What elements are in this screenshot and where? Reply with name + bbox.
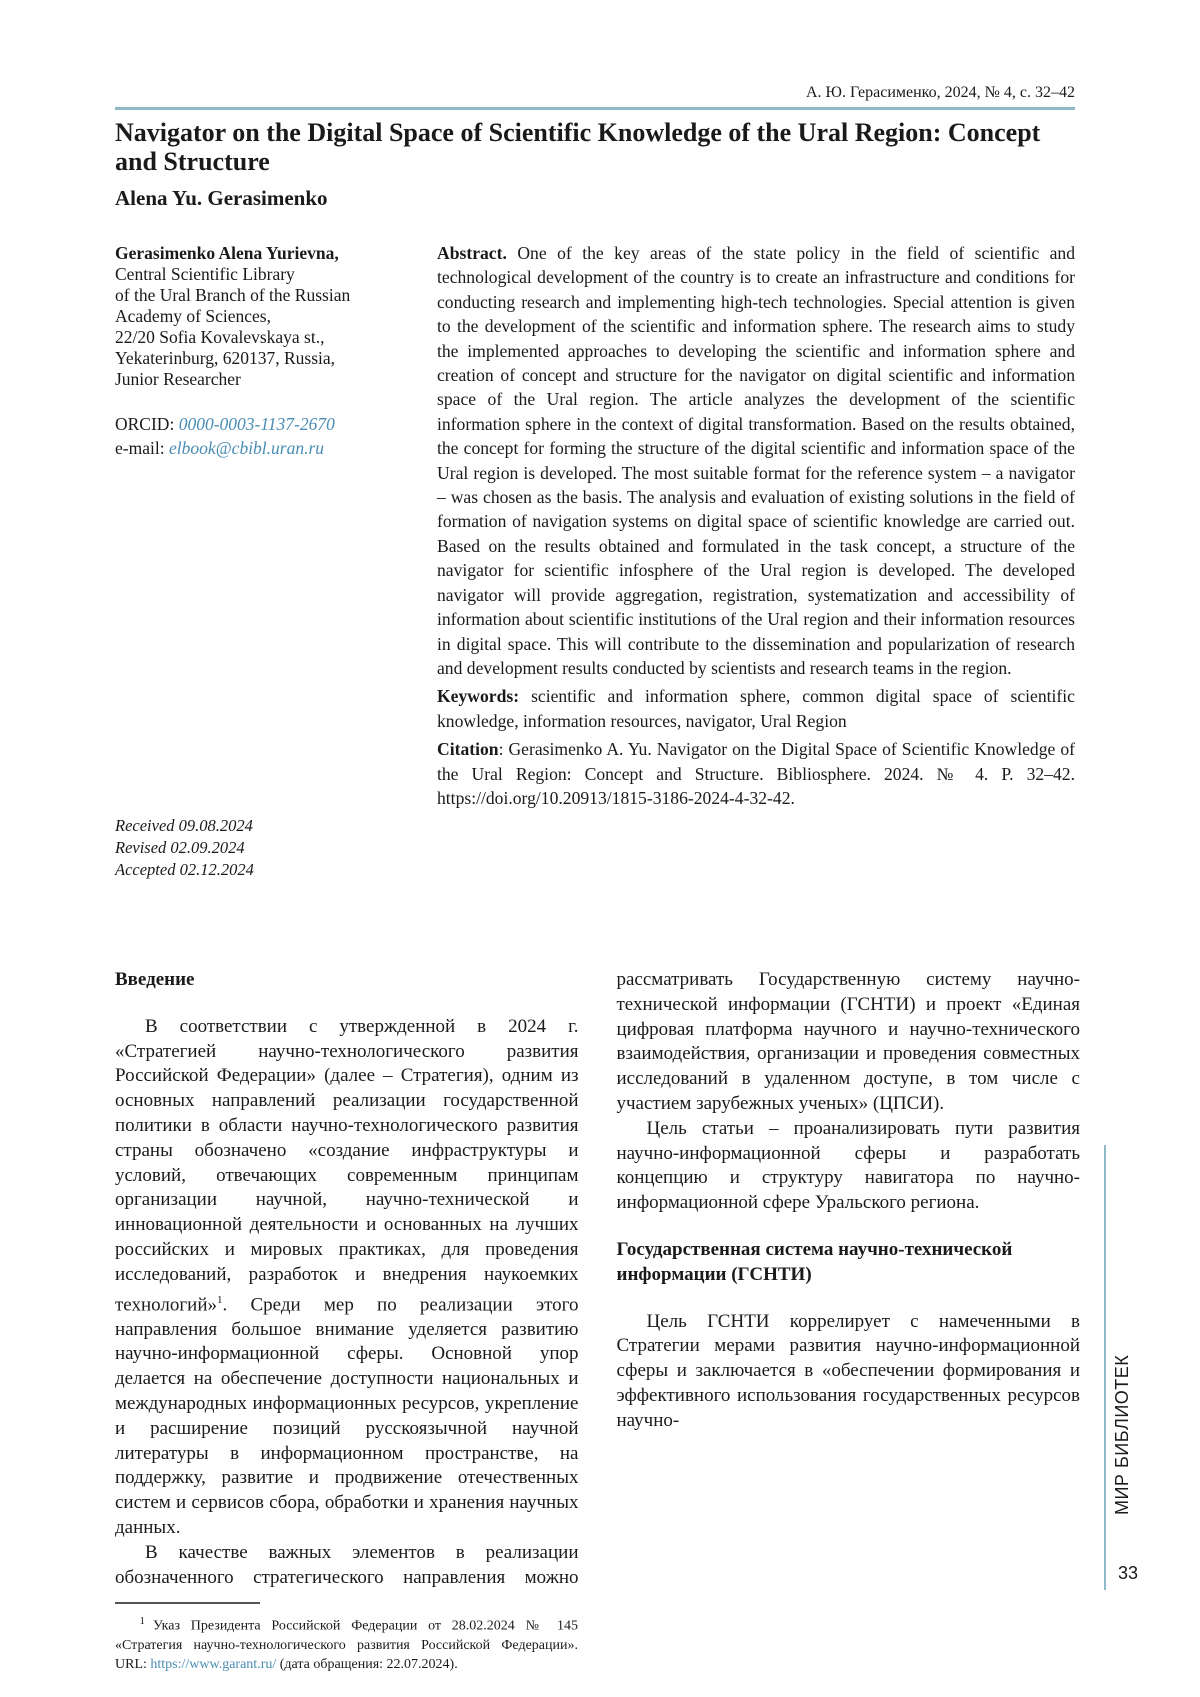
footnote bbox=[115, 1612, 578, 1674]
running-head: А. Ю. Герасименко, 2024, № 4, с. 32–42 bbox=[806, 84, 1075, 102]
abstract-block bbox=[437, 241, 1075, 814]
article-author: Alena Yu. Gerasimenko bbox=[115, 186, 328, 211]
accepted-date: Accepted 02.12.2024 bbox=[115, 859, 254, 881]
side-rule bbox=[1104, 1145, 1106, 1590]
footnote-url-link[interactable]: https://www.garant.ru/ bbox=[150, 1657, 276, 1672]
orcid-label: ORCID: bbox=[115, 414, 179, 434]
article-dates bbox=[115, 815, 254, 881]
paragraph-text: . Среди мер по реализации этого направления большое внимание уделяется развитию научно-информационной сферы. Основной упор делается на обеспечение доступности национальных и международных информационных ресурсов, укрепление и расширение позиций русскоязычной научной литературы в информационном пространстве, на поддержку, развитие и продвижение отечественных систем и сервисов сбора, обработки и хранения научных данных. bbox=[115, 1294, 579, 1538]
citation-text: : Gerasimenko A. Yu. Navigator on the Digital Space of Scientific Knowledge of the Ural Region: Concept and Structure. Bibliosphere. 2024. № 4. P. 32–42. https://doi.org/10.20913/1815-3186-2024-4-32-42. bbox=[437, 739, 1075, 808]
section-heading-gsnti: Государственная система научно-технической информации (ГСНТИ) bbox=[617, 1238, 1081, 1288]
footnote-access-date: (дата обращения: 22.07.2024). bbox=[276, 1657, 457, 1672]
body-paragraph: В качестве важных элементов в реализации обозначенного стратегического направления можно рассматривать Государственную систему научно-технической информации (ГСНТИ) и проект «Единая цифровая платформа научного и научно-технического взаимодействия, организации и проведения совместных исследований в удаленном доступе, в том числе с участием зарубежных ученых» (ЦПСИ). bbox=[115, 968, 1080, 1593]
footnote-number: 1 bbox=[140, 1615, 146, 1627]
journal-name: МИР БИБЛИОТЕК bbox=[1112, 1355, 1133, 1515]
affiliation-line: Junior Researcher bbox=[115, 369, 405, 390]
keywords-text: scientific and information sphere, common digital space of scientific knowledge, information resources, navigator, Ural Region bbox=[437, 686, 1075, 730]
email-link[interactable]: elbook@cbibl.uran.ru bbox=[169, 438, 324, 458]
affiliation-line: 22/20 Sofia Kovalevskaya st., bbox=[115, 327, 405, 348]
section-heading-intro: Введение bbox=[115, 968, 579, 993]
abstract-label: Abstract. bbox=[437, 243, 507, 263]
header-rule bbox=[115, 107, 1075, 110]
affiliation-line: of the Ural Branch of the Russian bbox=[115, 285, 405, 306]
affiliation-line: Central Scientific Library bbox=[115, 264, 405, 285]
citation bbox=[437, 737, 1075, 810]
abstract bbox=[437, 241, 1075, 680]
page-number: 33 bbox=[1118, 1563, 1138, 1584]
received-date: Received 09.08.2024 bbox=[115, 815, 254, 837]
abstract-text: One of the key areas of the state policy in the field of scientific and technological development of the country is to create an infrastructure and conditions for conducting research and implementing high-tech technologies. Special attention is given to the development of the scientific and information sphere. The research aims to study the implemented approaches to developing the scientific and information sphere and creation of concept and structure for the navigator on digital scientific and information space of the Ural region. The article analyzes the development of the scientific information sphere in the context of digital transformation. Based on the results obtained, the concept for forming the structure of the digital scientific and information space of the Ural region is developed. The most suitable format for the reference system – a navigator – was chosen as the basis. The analysis and evaluation of existing solutions in the field of formation of navigation systems on digital space of scientific knowledge are carried out. Based on the results obtained and formulated in the task concept, a structure of the navigator for scientific infosphere of the Ural region is developed. The developed navigator will provide aggregation, registration, systematization and accessibility of information about scientific institutions of the Ural region and their information resources in digital space. This will contribute to the dissemination and popularization of research and development results conducted by scientists and research teams in the region. bbox=[437, 243, 1075, 678]
footnote-text: Указ Президента Российской Федерации от 28.02.2024 № 145 «Стратегия научно-технологического развития Российской Федерации». URL: bbox=[115, 1619, 578, 1672]
body-paragraph: Цель статьи – проанализировать пути развития научно-информационной сферы и разработать концепцию и структуру навигатора по научно-информационной сфере Уральского региона. bbox=[617, 1117, 1081, 1216]
footnote-rule bbox=[115, 1602, 260, 1604]
keywords bbox=[437, 684, 1075, 733]
revised-date: Revised 02.09.2024 bbox=[115, 837, 254, 859]
affiliation-line: Academy of Sciences, bbox=[115, 306, 405, 327]
citation-label: Citation bbox=[437, 739, 499, 759]
author-full-name: Gerasimenko Alena Yurievna, bbox=[115, 243, 405, 264]
author-identifiers bbox=[115, 412, 335, 460]
email-label: e-mail: bbox=[115, 438, 169, 458]
affiliation-line: Yekaterinburg, 620137, Russia, bbox=[115, 348, 405, 369]
orcid-link[interactable]: 0000-0003-1137-2670 bbox=[179, 414, 335, 434]
body-paragraph: Цель ГСНТИ коррелирует с намеченными в Стратегии мерами развития научно-информационной сферы и заключается в «обеспечении формирования и эффективного использования государственных ресурсов научно- bbox=[617, 1310, 1081, 1434]
paragraph-text: В соответствии с утвержденной в 2024 г. «Стратегией научно-технологического развития Российской Федерации» (далее – Стратегия), одним из основных направлений реализации государственной политики в области научно-технологического развития страны обозначено «создание инфраструктуры и условий, отвечающих современным принципам организации научной, научно-технической и инновационной деятельности и основанных на лучших российских и мировых практиках, для проведения исследований, разработок и внедрения наукоемких технологий» bbox=[115, 1016, 579, 1315]
body-paragraph bbox=[115, 1015, 579, 1541]
article-title: Navigator on the Digital Space of Scientific Knowledge of the Ural Region: Concept and Structure bbox=[115, 118, 1075, 176]
footnote-marker[interactable]: 1 bbox=[217, 1294, 223, 1306]
keywords-label: Keywords: bbox=[437, 686, 519, 706]
author-affiliation bbox=[115, 243, 405, 390]
body-two-columns bbox=[115, 968, 1080, 1593]
